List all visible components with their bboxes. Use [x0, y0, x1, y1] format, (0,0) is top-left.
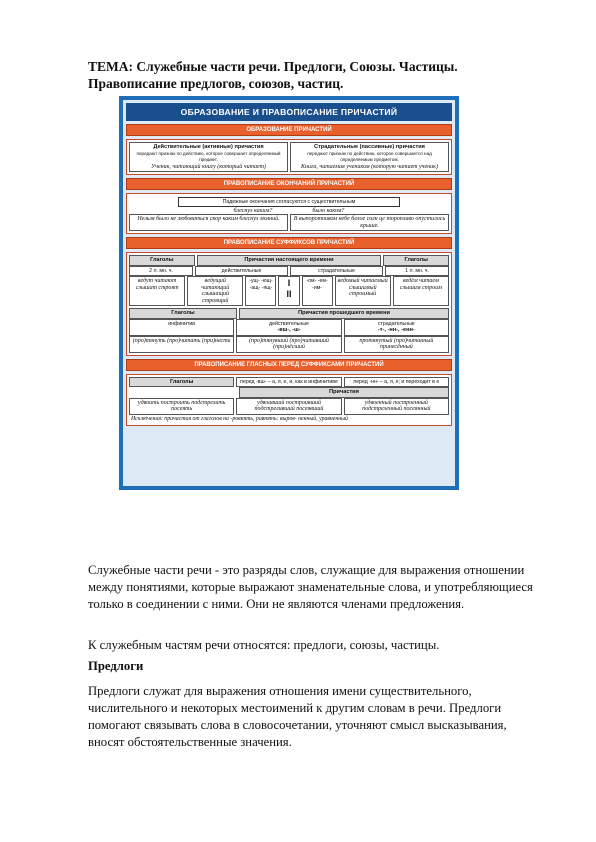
- section-vowels: [126, 374, 452, 426]
- question-right: было каком?: [312, 208, 345, 214]
- passive-desc: передают признак по действию, которое совершается над определяемым предметом.: [307, 150, 432, 162]
- s3-sub-passive: страдательные: [290, 266, 383, 277]
- active-example: Ученик, читающий книгу (который читает): [151, 163, 266, 170]
- s4-passive-words: удвоенный построенный подстреленный посеянный: [344, 398, 449, 415]
- s3b-active-words: (про)тянувший (про)читавший (при)нёсший: [236, 336, 341, 353]
- participles-poster: [119, 96, 459, 490]
- active-participles-cell: [129, 142, 288, 172]
- band-endings: ПРАВОПИСАНИЕ ОКОНЧАНИЙ ПРИЧАСТИЙ: [126, 178, 452, 190]
- s3b-sub-infinitive: инфинитив: [129, 319, 234, 336]
- paragraph-prepositions: Предлоги служат для выражения отношения имени существительного, числительного и некоторых местоимений к другим словам в речи. Предлоги помогают связывать слова в словосочетании, уточняют смысл высказывания, вносят обстоятельственные значения.: [88, 684, 507, 749]
- agreement-box: Падежные окончания согласуются с существительным: [178, 197, 400, 207]
- s3-head-verbs: Глаголы: [129, 255, 195, 266]
- example-left: Нельзя было не любоваться скор каким блеснул молний.: [129, 214, 288, 231]
- s3-head-verbs-2: Глаголы: [383, 255, 449, 266]
- s3-verbs-left: ведут читают слышат строят: [129, 276, 185, 306]
- s3b-sub-passive: [344, 319, 449, 336]
- poster-title: ОБРАЗОВАНИЕ И ПРАВОПИСАНИЕ ПРИЧАСТИЙ: [126, 103, 452, 121]
- s3b-sub-active: [236, 319, 341, 336]
- passive-example: Книга, читаемая учеником (которую читает ученик): [301, 163, 438, 170]
- section-formation: [126, 139, 452, 175]
- s3b-suffix-passive: -т-, -нн-, -енн-: [377, 327, 415, 333]
- s4-sub-participles: Причастия: [239, 387, 449, 398]
- s3b-head-past: Причастия прошедшего времени: [239, 308, 449, 319]
- s3b-suffix-active: -вш-, -ш-: [277, 327, 301, 333]
- s3-sub-2pl: 2 л. мн. ч.: [129, 266, 193, 277]
- band-formation: ОБРАЗОВАНИЕ ПРИЧАСТИЙ: [126, 124, 452, 136]
- s4-active-words: удвоивший построивший подстреливший посеявший: [236, 398, 341, 415]
- question-left: блеснул каким?: [233, 208, 273, 214]
- title-line-1: ТЕМА: Служебные части речи. Предлоги, Союзы. Частицы.: [88, 59, 458, 74]
- section-heading-prepositions: Предлоги: [88, 659, 144, 673]
- s3-active-words: ведущий читающий слышащий строящий: [187, 276, 243, 306]
- s4-head-active: перед -вш- – а, я, е, и, как в инфинитиве: [236, 377, 341, 388]
- poster-content: [123, 100, 455, 486]
- s3-sub-1pl: 1 л. мн. ч.: [385, 266, 449, 277]
- s3b-verbs: (про)тянуть (про)читать (при)нести: [129, 336, 234, 353]
- s3-sub-active: действительные: [195, 266, 288, 277]
- s3b-head-verbs: Глаголы: [129, 308, 237, 319]
- paragraph-definition: Служебные части речи - это разряды слов, служащие для выражения отношении между понятиями, которые выражают знаменательные слова, и употребляющиеся только в соединении с ними. Они не являются членами предложения.: [88, 563, 533, 611]
- active-head: Действительные (активные) причастия: [153, 144, 264, 150]
- section-suffixes: [126, 252, 452, 356]
- passive-participles-cell: [290, 142, 449, 172]
- s3b-sub-active-label: действительные: [269, 320, 309, 327]
- section-endings: [126, 193, 452, 234]
- s4-verbs: удвоить построить подстрелить посеять: [129, 398, 234, 415]
- s4-head-passive: перед -нн- – а, я, е; и переходит в е: [344, 377, 449, 388]
- passive-head: Страдательные (пассивные) причастия: [314, 144, 425, 150]
- s4-head-verbs: Глаголы: [129, 377, 234, 388]
- title-line-2: Правописание предлогов, союзов, частиц.: [88, 76, 344, 91]
- active-desc: передают признак по действию, которое совершает определяемый предмет.: [136, 150, 281, 162]
- s3-suffix-passive: -ом- -ем- -им-: [302, 276, 333, 306]
- s3-conjugation: [278, 276, 299, 306]
- s3b-passive-words: протянутый (про)читанный принесённый: [344, 336, 449, 353]
- band-vowels: ПРАВОПИСАНИЕ ГЛАСНЫХ ПЕРЕД СУФФИКСАМИ ПРИЧАСТИЙ: [126, 359, 452, 371]
- page-title: [88, 58, 528, 92]
- s3-passive-words: ведомый читаемый слышимый строимый: [335, 276, 391, 306]
- s3-head-present: Причастия настоящего времени: [197, 255, 382, 266]
- s3-suffix-active: -ущ- -ющ- -ащ- -ящ-: [245, 276, 276, 306]
- s4-blank: [129, 387, 237, 398]
- paragraph-list: К служебным частям речи относятся: предлоги, союзы, частицы.: [88, 638, 440, 652]
- s3b-sub-passive-label: страдательные: [377, 320, 415, 327]
- s3-verbs-right: ведём читаем слышим строим: [393, 276, 449, 306]
- example-right: В выпоротнивом небе белое солн це торопливо опустилось крыше.: [290, 214, 449, 231]
- exceptions-note: Исключения: причастия от глаголов на -ровнять, равнять: выров- ненный, уравненный: [131, 415, 348, 422]
- conjugation-2: II: [286, 289, 292, 299]
- conjugation-1: I: [287, 278, 291, 288]
- band-suffixes: ПРАВОПИСАНИЕ СУФФИКСОВ ПРИЧАСТИЙ: [126, 237, 452, 249]
